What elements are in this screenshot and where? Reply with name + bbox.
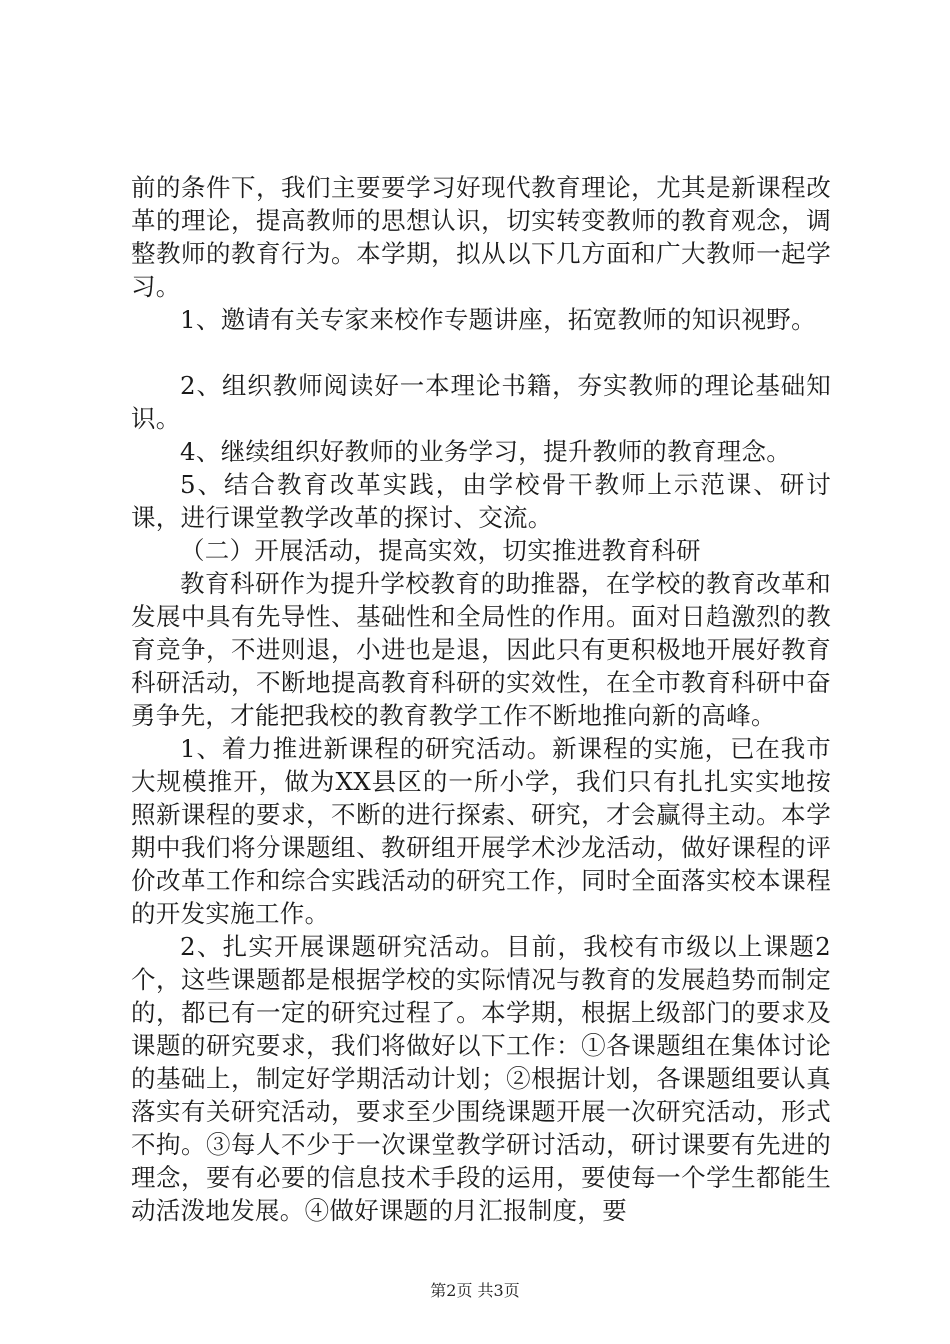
list-item-demo-class: 5、结合教育改革实践，由学校骨干教师上示范课、研讨课，进行课堂教学改革的探讨、交流。: [131, 470, 831, 532]
section-heading: （二）开展活动，提高实效，切实推进教育科研: [180, 536, 701, 565]
list-item-new-curriculum: 1、着力推进新课程的研究活动。新课程的实施，已在我市大规模推开，做为XX县区的一所小学，我们只有扎扎实实地按照新课程的要求，不断的进行探索、研究，才会赢得主动。本学期中我们将分课题组、教研组开展学术沙龙活动，做好课程的评价改革工作和综合实践活动的研究工作，同时全面落实校本课程的开发实施工作。: [131, 734, 831, 928]
list-item-reading: 2、组织教师阅读好一本理论书籍，夯实教师的理论基础知识。: [131, 371, 831, 433]
document-body: [131, 171, 831, 1227]
page-footer: 第2页 共3页: [430, 1281, 520, 1300]
paragraph-research-intro: 教育科研作为提升学校教育的助推器，在学校的教育改革和发展中具有先导性、基础性和全局性的作用。面对日趋激烈的教育竞争，不进则退，小进也是退，因此只有更积极地开展好教育科研活动，不断地提高教育科研的实效性，在全市教育科研中奋勇争先，才能把我校的教育教学工作不断地推向新的高峰。: [131, 569, 831, 730]
list-item-lecture: 1、邀请有关专家来校作专题讲座，拓宽教师的知识视野。: [180, 305, 816, 334]
paragraph-continuation: 前的条件下，我们主要要学习好现代教育理论，尤其是新课程改革的理论，提高教师的思想认识，切实转变教师的教育观念，调整教师的教育行为。本学期，拟从以下几方面和广大教师一起学习。: [131, 173, 831, 301]
list-item-study: 4、继续组织好教师的业务学习，提升教师的教育理念。: [180, 437, 792, 466]
list-item-project-research: 2、扎实开展课题研究活动。目前，我校有市级以上课题2个，这些课题都是根据学校的实际情况与教育的发展趋势而制定的，都已有一定的研究过程了。本学期，根据上级部门的要求及课题的研究要求，我们将做好以下工作：①各课题组在集体讨论的基础上，制定好学期活动计划；②根据计划，各课题组要认真落实有关研究活动，要求至少围绕课题开展一次研究活动，形式不拘。③每人不少于一次课堂教学研讨活动，研讨课要有先进的理念，要有必要的信息技术手段的运用，要使每一个学生都能生动活泼地发展。④做好课题的月汇报制度，要: [131, 932, 831, 1225]
